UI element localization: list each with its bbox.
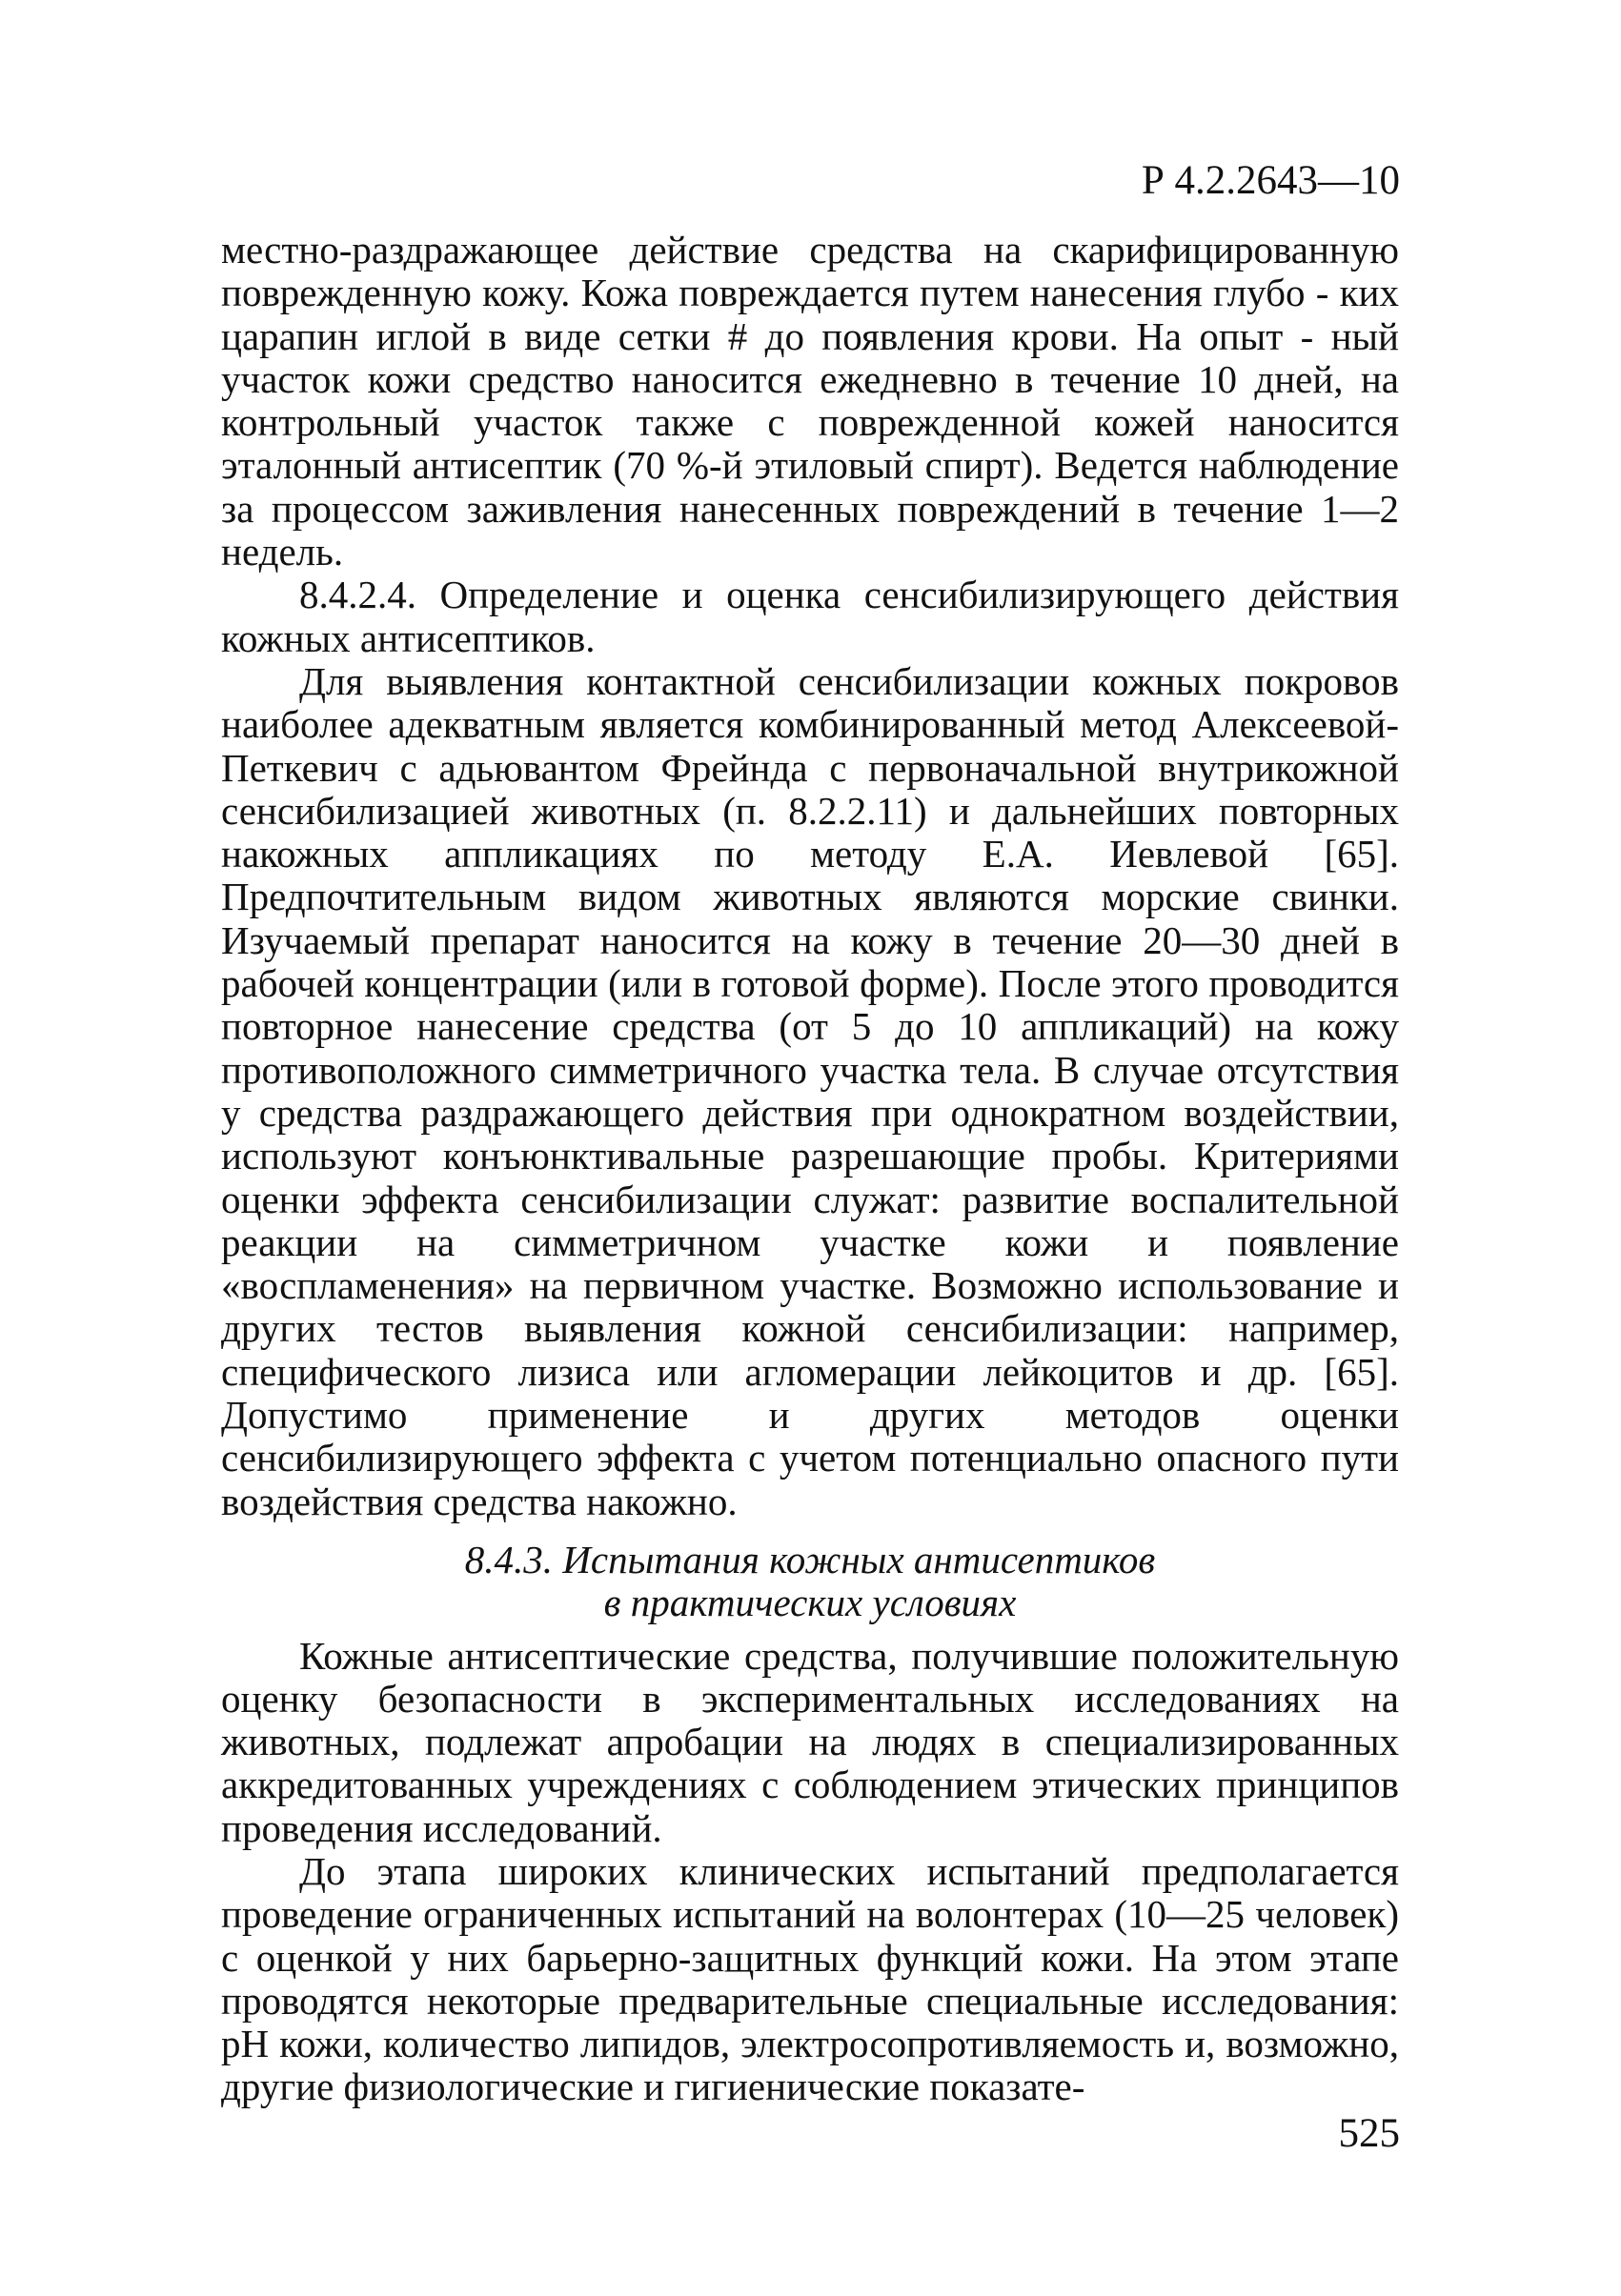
document-code: Р 4.2.2643—10 (1141, 158, 1400, 203)
section-heading-line-2: в практических условиях (603, 1581, 1017, 1625)
paragraph-human-testing: Кожные антисептические средства, получившие положительную оценку безопасности в экспериментальных исследованиях на животных, подлежат апробации на людях в специализированных аккредитованных учреждениях с соблюдением этических принципов проведения исследований. (221, 1633, 1399, 1850)
section-8-4-3-heading (221, 1539, 1399, 1625)
section-heading-line-1: 8.4.3. Испытания кожных антисептиков (464, 1537, 1156, 1581)
paragraph-continuation: местно-раздражающее действие средства на скарифицированную поврежденную кожу. Кожа повреждается путем нанесения глубо - ких царапин иглой в виде сетки # до появления крови. На опыт - ный участок кожи средство наносится ежедневно в течение 10 дней, на контрольный участок также с поврежденной кожей наносится эталонный антисептик (70 %-й этиловый спирт). Ведется наблюдение за процессом заживления нанесенных повреждений в течение 1—2 недель. (221, 228, 1399, 574)
paragraph-volunteer-trials: До этапа широких клинических испытаний предполагается проведение ограниченных испытаний на волонтерах (10—25 человек) с оценкой у них барьерно-защитных функций кожи. На этом этапе проводятся некоторые предварительные специальные исследования: pH кожи, количество липидов, электросопротивляемость и, возможно, другие физиологические и гигиенические показате- (221, 1848, 1399, 2109)
paragraph-sensitization-method: Для выявления контактной сенсибилизации кожных покровов наиболее адекватным является комбинированный метод Алексеевой-Петкевич с адьювантом Фрейнда с первоначальной внутрикожной сенсибилизацией животных (п. 8.2.2.11) и дальнейших повторных накожных аппликациях по методу Е.А. Иевлевой [65]. Предпочтительным видом животных являются морские свинки. Изучаемый препарат наносится на кожу в течение 20—30 дней в рабочей концентрации (или в готовой форме). После этого проводится повторное нанесение средства (от 5 до 10 аппликаций) на кожу противоположного симметричного участка тела. В случае отсутствия у средства раздражающего действия при однократном воздействии, используют конъюнктивальные разрешающие пробы. Критериями оценки эффекта сенсибилизации служат: развитие воспалительной реакции на симметричном участке кожи и появление «воспламенения» на первичном участке. Возможно использование и других тестов выявления кожной сенсибилизации: например, специфического лизиса или агломерации лейкоцитов и др. [65]. Допустимо применение и других методов оценки сенсибилизирующего эффекта с учетом потенциально опасного пути воздействия средства накожно. (221, 658, 1399, 1523)
page-number: 525 (1338, 2111, 1400, 2156)
body-text (221, 229, 1399, 2109)
section-8-4-2-4-heading-paragraph: 8.4.2.4. Определение и оценка сенсибилизирующего действия кожных антисептиков. (221, 573, 1399, 660)
